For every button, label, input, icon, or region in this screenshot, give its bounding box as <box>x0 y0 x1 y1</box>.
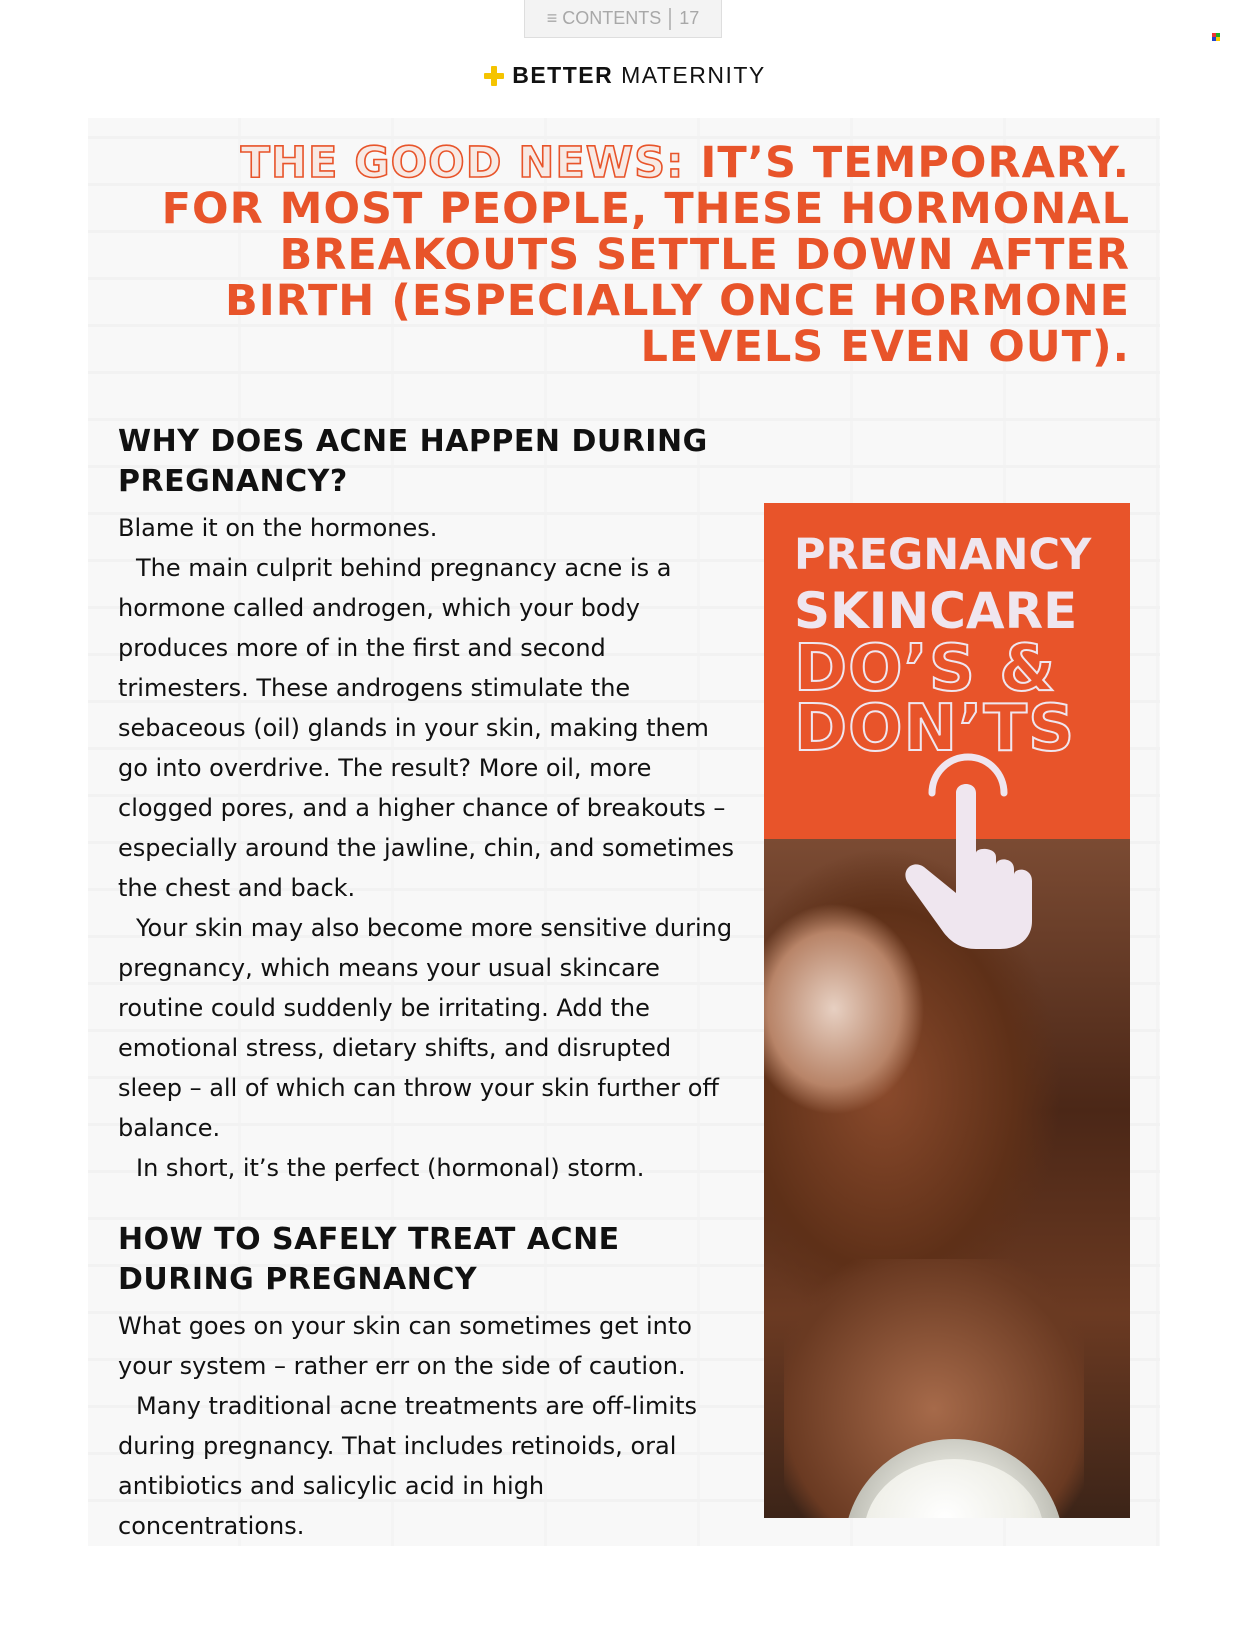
heading-why-acne: WHY DOES ACNE HAPPEN DURING PREGNANCY? <box>118 424 708 499</box>
paragraph: Your skin may also become more sensitive during pregnancy, which means your usual skincare routine could suddenly be irritating. Add the emotional stress, dietary shifts, and disrupted sleep – all of which can throw your skin further off balance. <box>118 914 733 1142</box>
contents-label[interactable]: ≡ CONTENTS <box>546 8 662 28</box>
section-label-rest: MATERNITY <box>621 62 766 88</box>
heading-how-to-treat <box>118 1220 738 1300</box>
article-body <box>118 422 738 1546</box>
pull-quote-line5: LEVELS EVEN OUT). <box>640 322 1130 372</box>
corner-color-mark <box>1212 33 1220 41</box>
card-title <box>794 527 1114 766</box>
page-number: 17 <box>679 8 700 28</box>
divider <box>669 8 671 30</box>
pull-quote-outline: THE GOOD NEWS: <box>240 138 685 188</box>
paragraph: In short, it’s the perfect (hormonal) storm. <box>136 1154 645 1182</box>
paragraph: Blame it on the hormones. <box>118 514 438 542</box>
pointing-hand-icon[interactable] <box>892 753 1042 953</box>
card-title-outline-line: DON’TS <box>794 692 1076 766</box>
pull-quote-line4: BIRTH (ESPECIALLY ONCE HORMONE <box>225 276 1130 326</box>
card-title-line: PREGNANCY <box>794 530 1092 580</box>
pull-quote-line1: IT’S TEMPORARY. <box>684 138 1130 188</box>
card-title-line: SKINCARE <box>794 582 1078 640</box>
section-label <box>0 62 1250 89</box>
section-label-bold: BETTER <box>512 62 614 88</box>
skincare-dos-donts-card[interactable] <box>764 503 1130 1518</box>
pull-quote-line3: BREAKOUTS SETTLE DOWN AFTER <box>279 230 1130 280</box>
paragraph: What goes on your skin can sometimes get into your system – rather err on the side of caution. <box>118 1312 692 1380</box>
card-title-outline-line: DO’S & <box>794 632 1057 706</box>
paragraph: Many traditional acne treatments are off-limits during pregnancy. That includes retinoids, oral antibiotics and salicylic acid in high concentrations. <box>118 1392 697 1540</box>
pull-quote <box>110 140 1130 370</box>
plus-icon <box>484 66 504 86</box>
paragraph: The main culprit behind pregnancy acne is a hormone called androgen, which your body produces more of in the first and second trimesters. These androgens stimulate the sebaceous (oil) glands in your skin, making them go into overdrive. The result? More oil, more clogged pores, and a higher chance of breakouts – especially around the jawline, chin, and sometimes the chest and back. <box>118 554 734 902</box>
heading-line: DURING PREGNANCY <box>118 1262 478 1297</box>
contents-tab[interactable] <box>524 0 722 38</box>
pull-quote-line2: FOR MOST PEOPLE, THESE HORMONAL <box>161 184 1130 234</box>
heading-line: HOW TO SAFELY TREAT ACNE <box>118 1222 620 1257</box>
